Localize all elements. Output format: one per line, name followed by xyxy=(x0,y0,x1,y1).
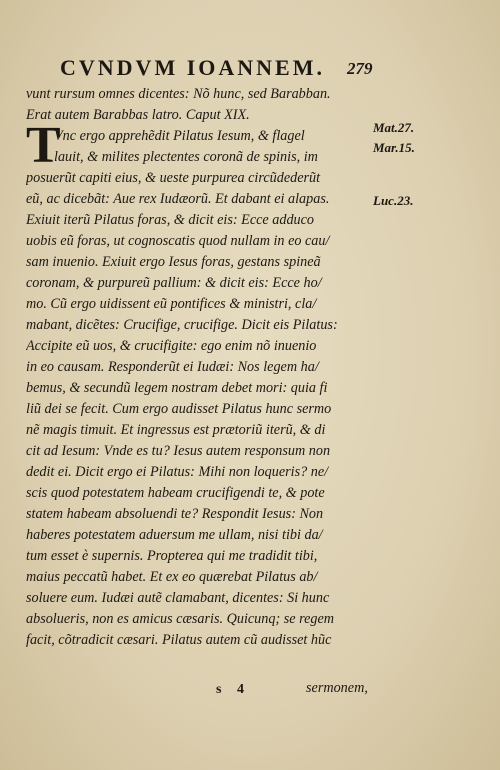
text-line: statem habeam absoluendi te? Respondit Iesus: Non xyxy=(26,506,324,522)
text-line: absolueris, non es amicus cæsaris. Quicunq; se regem xyxy=(26,611,335,627)
margin-note-mark: Mar.15. xyxy=(373,140,415,155)
text-line: Erat autem Barabbas latro. Caput XIX. xyxy=(26,107,250,123)
text-line: coronam, & purpureũ pallium: & dicit eis: Ecce ho/ xyxy=(26,275,322,291)
initial-letter: T xyxy=(26,117,61,174)
text-line: cit ad Iesum: Vnde es tu? Iesus autem responsum non xyxy=(26,443,331,459)
text-line: Exiuit iterũ Pilatus foras, & dicit eis: Ecce adduco xyxy=(26,212,315,228)
text-line: mabant, dicẽtes: Crucifige, crucifige. Dicit eis Pilatus: xyxy=(26,317,338,333)
text-line: Accipite eũ uos, & crucifigite: ego enim nõ inuenio xyxy=(26,338,317,354)
text-line: haberes potestatem aduersum me ullam, nisi tibi da/ xyxy=(26,527,323,543)
text-line: soluere eum. Iudæi autẽ clamabant, dicentes: Si hunc xyxy=(26,590,330,606)
text-line: uobis eũ foras, ut cognoscatis quod nullam in eo cau/ xyxy=(26,233,330,249)
text-line: liũ dei se fecit. Cum ergo audisset Pilatus hunc sermo xyxy=(26,401,332,417)
running-head: CVNDVM IOANNEM. xyxy=(60,55,325,80)
body-text xyxy=(26,84,378,651)
text-line: sam inuenio. Exiuit ergo Iesus foras, gestans spineã xyxy=(26,254,321,270)
catchword: sermonem, xyxy=(306,680,368,696)
page-number: 279 xyxy=(347,59,373,78)
text-line: dedit ei. Dicit ergo ei Pilatus: Mihi non loqueris? ne/ xyxy=(26,464,329,480)
text-line: maius peccatũ habet. Et ex eo quærebat Pilatus ab/ xyxy=(26,569,318,585)
text-line: nẽ magis timuit. Et ingressus est prætoriũ iterũ, & di xyxy=(26,422,326,438)
signature-mark: s 4 xyxy=(216,682,250,697)
text-line: facit, cõtradicit cæsari. Pilatus autem cũ audisset hũc xyxy=(26,632,332,648)
text-line: lauit, & milites plectentes coronã de spinis, im xyxy=(54,149,318,165)
text-line: tum esset è supernis. Propterea qui me tradidit tibi, xyxy=(26,548,318,564)
text-line: posuerũt capiti eius, & ueste purpurea circũdederũt xyxy=(26,170,321,186)
text-line: scis quod potestatem habeam crucifigendi te, & pote xyxy=(26,485,325,501)
margin-note-matthew: Mat.27. xyxy=(373,120,415,135)
text-line: mo. Cũ ergo uidissent eũ pontifices & ministri, cla/ xyxy=(26,296,317,312)
text-line: bemus, & secundũ legem nostram debet mori: quia fi xyxy=(26,380,328,396)
text-line: Vnc ergo apprehẽdit Pilatus Iesum, & flagel xyxy=(54,128,305,144)
text-line: vunt rursum omnes dicentes: Nõ hunc, sed Barabban. xyxy=(26,86,331,102)
margin-note-luke: Luc.23. xyxy=(373,193,414,208)
text-line: in eo causam. Responderũt ei Iudæi: Nos legem ha/ xyxy=(26,359,319,375)
text-line: eũ, ac dicebãt: Aue rex Iudæorũ. Et dabant ei alapas. xyxy=(26,191,330,207)
